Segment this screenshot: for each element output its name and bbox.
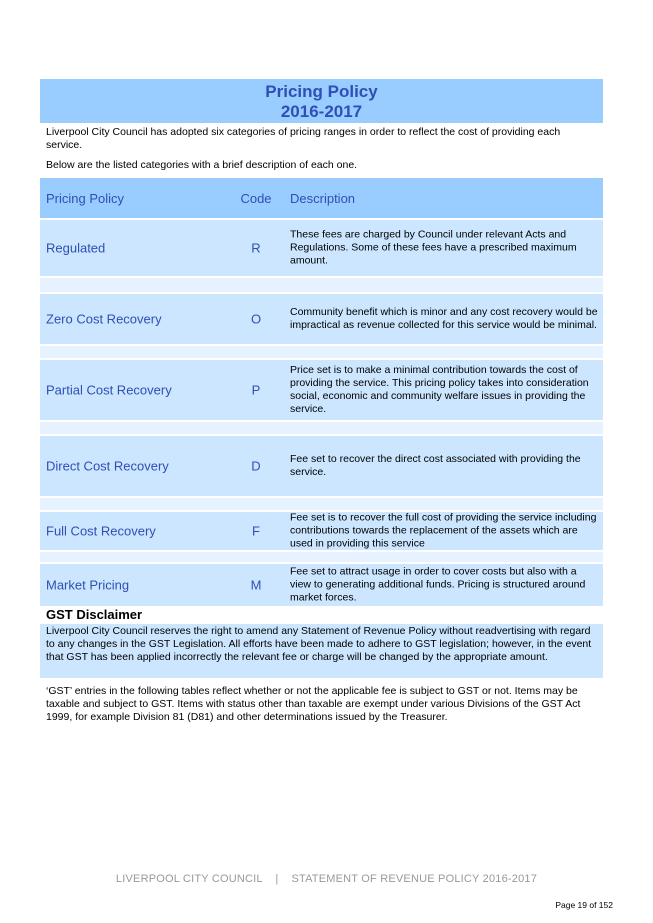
- row-policy-name: Direct Cost Recovery: [46, 458, 169, 474]
- page-number: Page 19 of 152: [555, 900, 613, 910]
- row-code: O: [250, 311, 262, 327]
- page-title-year: 2016-2017: [280, 102, 363, 121]
- row-spacer: [40, 496, 603, 510]
- row-spacer: [40, 550, 603, 562]
- gst-paragraph: ‘GST’ entries in the following tables reflect whether or not the applicable fee is subject to GST or not. Items may be taxable and subject to GST. Items with status other than taxable are exempt under various Divisions of the GST Act 1999, for example Division 81 (D81) and other determinations issued by the Treasurer.: [46, 685, 581, 723]
- table-header: [40, 178, 603, 218]
- header-code: Code: [240, 191, 272, 206]
- row-code: D: [251, 458, 261, 474]
- row-code: M: [250, 577, 262, 593]
- row-description: Fee set to attract usage in order to cover costs but also with a view to generating additional funds. Pricing is structured around market forces.: [290, 565, 586, 604]
- row-description: Fee set to recover the direct cost associated with providing the service.: [290, 453, 581, 478]
- header-description: Description: [290, 191, 356, 206]
- page-title-banner: [40, 79, 603, 123]
- row-policy-name: Zero Cost Recovery: [46, 311, 162, 327]
- row-policy-name: Market Pricing: [46, 577, 130, 593]
- row-spacer: [40, 276, 603, 292]
- table-row: [40, 358, 603, 420]
- table-row: [40, 434, 603, 496]
- table-row: [40, 562, 603, 606]
- gst-disclaimer-box: Liverpool City Council reserves the right to amend any Statement of Revenue Policy without readvertising with regard to any changes in the GST Legislation. All efforts have been made to adhere to GST legislation; however, in the event that GST has been applied incorrectly the relevant fee or charge will be changed by the appropriate amount.: [40, 624, 603, 678]
- row-code: P: [251, 382, 261, 398]
- row-spacer: [40, 344, 603, 358]
- row-description: Fee set is to recover the full cost of providing the service including contributions towards the replacement of the assets which are used in providing this service: [290, 511, 597, 550]
- row-code: F: [252, 523, 260, 539]
- intro-paragraph-1: Liverpool City Council has adopted six categories of pricing ranges in order to reflect the cost of providing each service.: [46, 126, 561, 151]
- row-policy-name: Partial Cost Recovery: [46, 382, 172, 398]
- row-policy-name: Regulated: [46, 240, 106, 256]
- row-description: These fees are charged by Council under relevant Acts and Regulations. Some of these fees have a prescribed maximum amount.: [290, 228, 577, 267]
- gst-heading: GST Disclaimer: [46, 607, 143, 622]
- row-spacer: [40, 420, 603, 434]
- table-row: [40, 218, 603, 276]
- row-code: R: [251, 240, 261, 256]
- header-pricing-policy: Pricing Policy: [46, 191, 125, 206]
- page-footer: LIVERPOOL CITY COUNCIL | STATEMENT OF REVENUE POLICY 2016-2017: [115, 873, 538, 885]
- page-title: Pricing Policy: [265, 82, 378, 101]
- table-row: [40, 292, 603, 344]
- row-policy-name: Full Cost Recovery: [46, 523, 156, 539]
- row-description: Community benefit which is minor and any cost recovery would be impractical as revenue collected for this service would be minimal.: [290, 306, 598, 331]
- table-row: [40, 510, 603, 550]
- intro-paragraph-2: Below are the listed categories with a brief description of each one.: [46, 159, 358, 171]
- row-description: Price set is to make a minimal contribution towards the cost of providing the service. This pricing policy takes into consideration social, economic and community welfare issues in providing the service.: [290, 364, 589, 415]
